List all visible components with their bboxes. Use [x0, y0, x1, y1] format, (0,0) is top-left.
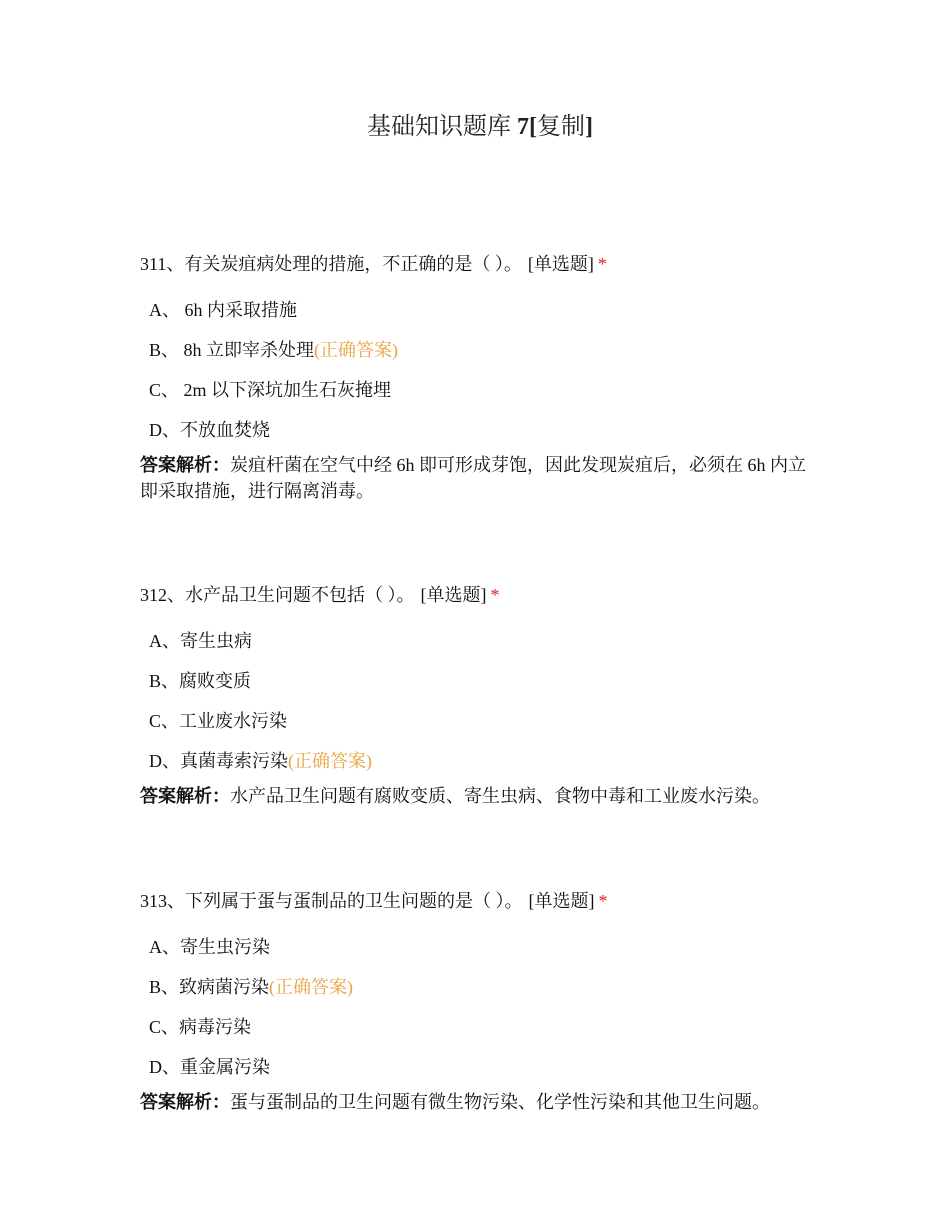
question-stem: [140, 252, 820, 276]
option-text: C、工业废水污染: [149, 711, 288, 731]
analysis-text: 水产品卫生问题有腐败变质、寄生虫病、食物中毒和工业废水污染。: [230, 786, 770, 806]
question-type: [单选题]: [528, 891, 595, 911]
option-c: [149, 1015, 820, 1055]
analysis-label: 答案解析：: [140, 1092, 230, 1112]
option-text: A、寄生虫污染: [149, 937, 270, 957]
title-number: 7[: [517, 114, 537, 140]
option-text: A、寄生虫病: [149, 631, 252, 651]
option-text: B、腐败变质: [149, 671, 252, 691]
answer-analysis: [140, 783, 820, 809]
answer-analysis: [140, 452, 820, 504]
option-list: [140, 298, 820, 458]
question-stem-text: 313、下列属于蛋与蛋制品的卫生问题的是（ ）。: [140, 891, 523, 911]
option-text: D、不放血焚烧: [149, 420, 270, 440]
option-text: D、真菌毒索污染: [149, 751, 288, 771]
title-copy: 复制: [537, 114, 585, 140]
option-a: [149, 629, 820, 669]
option-text: C、病毒污染: [149, 1017, 252, 1037]
option-a: [149, 935, 820, 975]
question-311: [140, 252, 820, 504]
question-stem-text: 312、水产品卫生问题不包括（ ）。: [140, 585, 415, 605]
analysis-label: 答案解析：: [140, 786, 230, 806]
option-text: D、重金属污染: [149, 1057, 270, 1077]
option-b: [149, 338, 820, 378]
required-mark: *: [490, 585, 500, 605]
option-b: [149, 669, 820, 709]
question-type: [单选题]: [420, 585, 487, 605]
question-stem: [140, 889, 820, 913]
required-mark: *: [598, 891, 608, 911]
question-stem-text: 311、有关炭疽病处理的措施，不正确的是（ ）。: [140, 254, 522, 274]
analysis-text: 炭疽杆菌在空气中经 6h 即可形成芽饱，因此发现炭疽后，必须在 6h 内立即采取措施，进行隔离消毒。: [140, 455, 806, 501]
page-title: [0, 112, 950, 142]
question-stem: [140, 583, 820, 607]
option-text: B、 8h 立即宰杀处理: [149, 340, 315, 360]
option-c: [149, 378, 820, 418]
question-type: [单选题]: [527, 254, 594, 274]
analysis-text: 蛋与蛋制品的卫生问题有微生物污染、化学性污染和其他卫生问题。: [230, 1092, 770, 1112]
option-text: A、 6h 内采取措施: [149, 300, 297, 320]
option-list: [140, 935, 820, 1095]
title-main: 基础知识题库: [367, 114, 511, 140]
option-c: [149, 709, 820, 749]
option-text: B、致病菌污染: [149, 977, 270, 997]
option-text: C、 2m 以下深坑加生石灰掩埋: [149, 380, 392, 400]
question-313: [140, 889, 820, 1115]
correct-answer-tag: (正确答案): [314, 340, 399, 360]
title-bracket: ]: [585, 114, 593, 140]
question-312: [140, 583, 820, 809]
correct-answer-tag: (正确答案): [269, 977, 354, 997]
option-list: [140, 629, 820, 789]
option-b: [149, 975, 820, 1015]
correct-answer-tag: (正确答案): [288, 751, 372, 771]
analysis-label: 答案解析：: [140, 455, 230, 475]
answer-analysis: [140, 1089, 820, 1115]
option-a: [149, 298, 820, 338]
required-mark: *: [597, 254, 607, 274]
